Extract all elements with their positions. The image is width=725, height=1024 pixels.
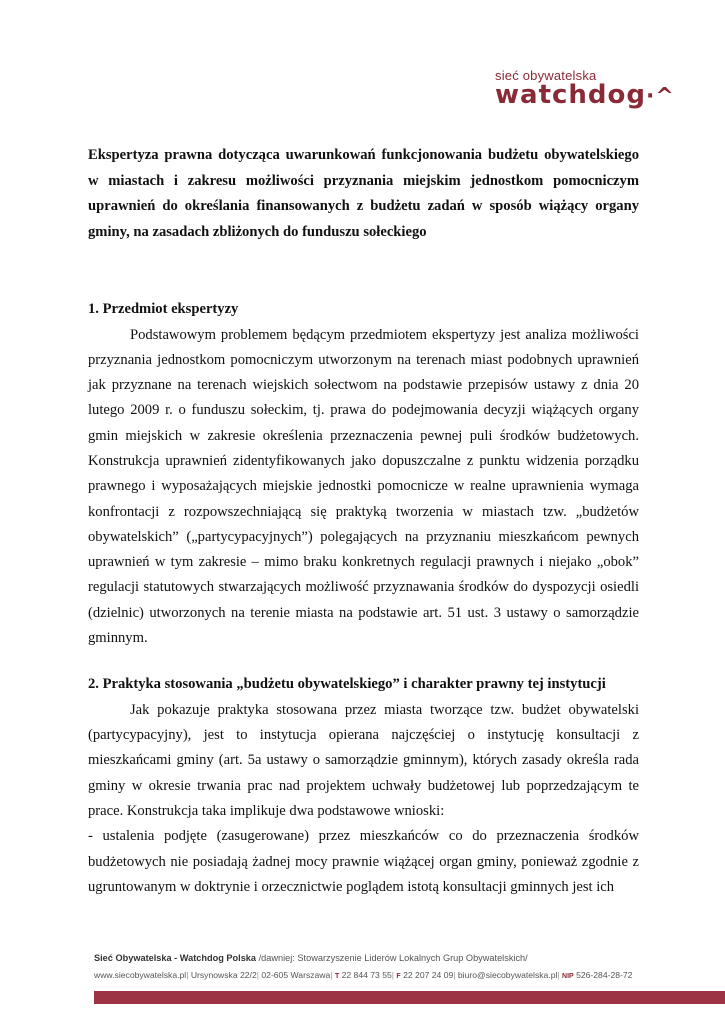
footer-nip: 526-284-28-72	[576, 970, 633, 980]
footer-bar	[94, 991, 725, 1004]
footer-former-name: /dawniej: Stowarzyszenie Liderów Lokalnych Grup Obywatelskich/	[258, 953, 528, 963]
logo-tagline: sieć obywatelska	[495, 68, 597, 83]
section-przedmiot	[88, 297, 639, 651]
footer-city: 02-605 Warszawa	[261, 970, 331, 980]
footer-fax: 22 207 24 09	[403, 970, 454, 980]
footer: Sieć Obywatelska - Watchdog Polska /dawniej: Stowarzyszenie Liderów Lokalnych Grup Obywatelskich/ www.siecobywatelska.pl| Ursynowska 22/2| 02-605 Warszawa| T 22 844 73 55| F 22 207 24 09| biuro@siecobywatelska.pl| NIP 526-284-28-72	[94, 953, 633, 980]
section-heading: 2. Praktyka stosowania „budżetu obywatelskiego” i charakter prawny tej instytucji	[88, 676, 606, 693]
paragraph: Podstawowym problemem będącym przedmiotem ekspertyzy jest analiza możliwości przyznania jednostkom pomocniczym utworzonym na terenach miast podobnych uprawnień jak przyznane na terenach wiejskich sołectwom na podstawie przepisów ustawy z dnia 20 lutego 2009 r. o funduszu sołeckim, tj. prawa do podejmowania decyzji wiążących organy gmin miejskich w zakresie określenia przeznaczenia pewnej puli środków budżetowych. Konstrukcja uprawnień zidentyfikowanych jako dopuszczalne z punktu widzenia porządku prawnego i wyposażających miejskie jednostki pomocnicze w realne uprawnienia wymaga konfrontacji z rozpowszechniającą się praktyką tworzenia w miastach tzw. „budżetów obywatelskich” („partycypacyjnych”) polegających na przyznaniu mieszkańcom pewnych uprawnień w tym zakresie – mimo braku konkretnych regulacji prawnych i niejako „obok” regulacji statutowych stwarzających możliwość przyznawania środków do dyspozycji osiedli (dzielnic) utworzonych na terenie miasta na podstawie art. 51 ust. 3 ustawy o samorządzie gminnym.	[88, 326, 639, 647]
footer-nip-label: NIP	[562, 973, 574, 980]
paragraph: - ustalenia podjęte (zasugerowane) przez mieszkańców co do przeznaczenia środków budżetowych nie posiadają żadnej mocy prawnie wiążącej organ gminy, ponieważ zgodnie z ugruntowanym w doktrynie i orzecznictwie poglądem istotą konsultacji gminnych jest ich	[88, 828, 639, 895]
section-praktyka	[88, 672, 639, 900]
logo-brand	[495, 81, 685, 111]
logo	[495, 68, 685, 114]
footer-phone: 22 844 73 55	[341, 970, 392, 980]
footer-website[interactable]: www.siecobywatelska.pl	[94, 970, 187, 980]
document-title: Ekspertyza prawna dotycząca uwarunkowań funkcjonowania budżetu obywatelskiego w miastach i zakresu możliwości przyznania miejskim jednostkom pomocniczym uprawnień do określania finansowanych z budżetu zadań w sposób wiążący organy gminy, na zasadach zbliżonych do funduszu sołeckiego	[88, 147, 639, 240]
footer-address: Ursynowska 22/2	[190, 970, 257, 980]
logo-mark: ·^	[646, 84, 675, 109]
document-body	[88, 143, 639, 900]
logo-brand-text: watchdog	[495, 80, 646, 110]
footer-org: Sieć Obywatelska - Watchdog Polska	[94, 953, 257, 963]
footer-phone-label: T	[334, 973, 340, 980]
footer-email[interactable]: biuro@siecobywatelska.pl	[457, 970, 558, 980]
paragraph: Jak pokazuje praktyka stosowana przez miasta tworzące tzw. budżet obywatelski (partycypacyjny), jest to instytucja opierana najczęściej o instytucję konsultacji z mieszkańcami gminy (art. 5a ustawy o samorządzie gminnym), których zasady określa rada gminy w okresie trwania prac nad projektem uchwały budżetowej lub poprzedzającym te prace. Konstrukcja taka implikuje dwa podstawowe wnioski:	[88, 701, 639, 820]
footer-fax-label: F	[396, 973, 401, 980]
section-heading: 1. Przedmiot ekspertyzy	[88, 301, 239, 317]
